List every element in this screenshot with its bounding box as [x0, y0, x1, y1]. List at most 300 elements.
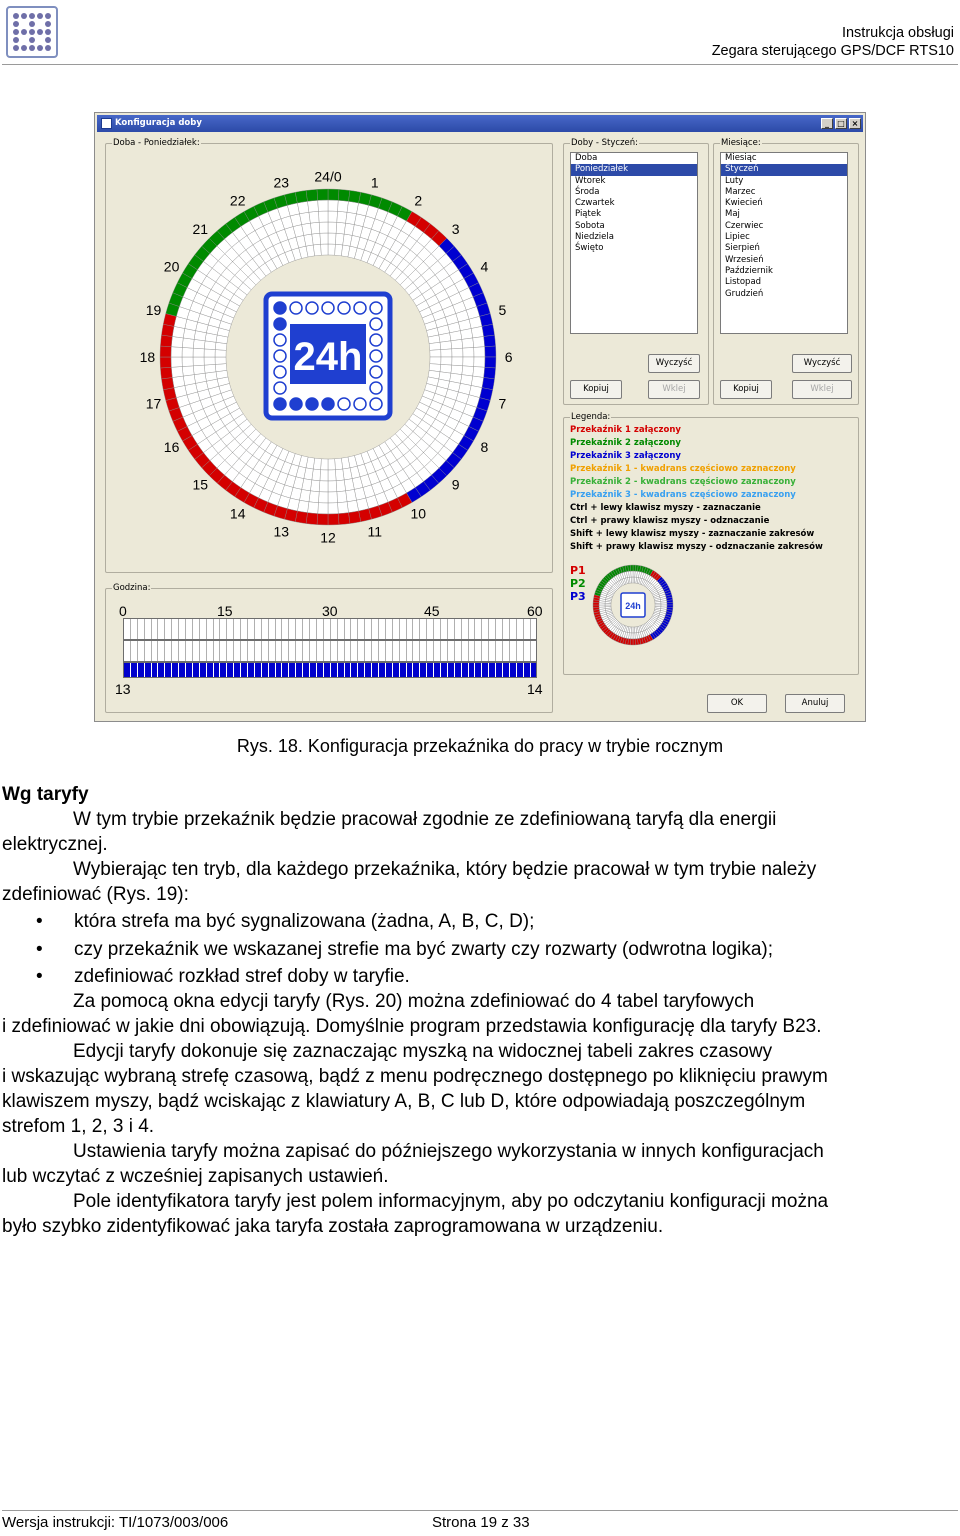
grid-minute-cell[interactable]	[152, 641, 159, 661]
grid-minute-cell[interactable]	[289, 619, 296, 639]
grid-minute-cell[interactable]	[482, 663, 489, 677]
grid-minute-cell[interactable]	[165, 641, 172, 661]
month-list-item[interactable]: Czerwiec	[725, 220, 764, 231]
clock-quarter-cell[interactable]	[474, 347, 485, 357]
mini-clock-quarter-cell[interactable]	[633, 627, 635, 633]
grid-minute-cell[interactable]	[338, 663, 345, 677]
clock-quarter-cell[interactable]	[346, 489, 357, 501]
grid-minute-cell[interactable]	[317, 663, 324, 677]
grid-minute-cell[interactable]	[145, 663, 152, 677]
grid-minute-cell[interactable]	[489, 619, 496, 639]
clock-quarter-cell[interactable]	[295, 190, 307, 203]
grid-minute-cell[interactable]	[351, 663, 358, 677]
day-list-item[interactable]: Piątek	[575, 209, 601, 220]
grid-minute-cell[interactable]	[241, 619, 248, 639]
grid-minute-cell[interactable]	[172, 663, 179, 677]
grid-minute-cell[interactable]	[372, 641, 379, 661]
clock-quarter-cell[interactable]	[204, 357, 215, 365]
clock-quarter-cell[interactable]	[462, 366, 474, 376]
grid-minute-cell[interactable]	[124, 663, 131, 677]
clock-quarter-cell[interactable]	[215, 357, 226, 364]
grid-minute-cell[interactable]	[400, 619, 407, 639]
clock-quarter-cell[interactable]	[337, 211, 347, 223]
grid-minute-cell[interactable]	[276, 641, 283, 661]
days-paste-button[interactable]: Wklej	[648, 380, 700, 399]
clock-quarter-cell[interactable]	[160, 367, 172, 379]
grid-minute-cell[interactable]	[475, 641, 482, 661]
grid-minute-cell[interactable]	[255, 663, 262, 677]
grid-minute-cell[interactable]	[324, 663, 331, 677]
grid-minute-cell[interactable]	[338, 619, 345, 639]
clock-quarter-cell[interactable]	[429, 342, 441, 350]
month-list-item[interactable]: Sierpień	[725, 243, 760, 254]
month-list-item[interactable]: Grudzień	[725, 288, 764, 299]
grid-minute-cell[interactable]	[241, 641, 248, 661]
clock-quarter-cell[interactable]	[308, 502, 319, 514]
clock-quarter-cell[interactable]	[319, 222, 328, 233]
clock-quarter-cell[interactable]	[160, 335, 172, 347]
grid-minute-cell[interactable]	[214, 619, 221, 639]
grid-minute-cell[interactable]	[138, 663, 145, 677]
grid-minute-cell[interactable]	[124, 619, 131, 639]
grid-minute-cell[interactable]	[441, 663, 448, 677]
grid-minute-cell[interactable]	[310, 663, 317, 677]
grid-minute-cell[interactable]	[186, 641, 193, 661]
grid-minute-cell[interactable]	[227, 641, 234, 661]
grid-minute-cell[interactable]	[345, 663, 352, 677]
grid-minute-cell[interactable]	[379, 641, 386, 661]
grid-minute-cell[interactable]	[531, 663, 537, 677]
month-list-item[interactable]: Listopad	[725, 277, 762, 288]
grid-minute-cell[interactable]	[386, 641, 393, 661]
clock-quarter-cell[interactable]	[347, 500, 359, 512]
grid-minute-cell[interactable]	[152, 663, 159, 677]
clock-quarter-cell[interactable]	[485, 357, 496, 368]
grid-minute-cell[interactable]	[372, 619, 379, 639]
grid-minute-cell[interactable]	[393, 641, 400, 661]
grid-minute-cell[interactable]	[248, 663, 255, 677]
grid-minute-cell[interactable]	[200, 641, 207, 661]
grid-row[interactable]	[123, 640, 537, 662]
clock-quarter-cell[interactable]	[182, 366, 194, 376]
grid-minute-cell[interactable]	[345, 641, 352, 661]
grid-minute-cell[interactable]	[338, 641, 345, 661]
grid-minute-cell[interactable]	[158, 619, 165, 639]
grid-minute-cell[interactable]	[317, 641, 324, 661]
clock-quarter-cell[interactable]	[317, 189, 328, 200]
months-clear-button[interactable]: Wyczyść	[792, 354, 852, 373]
clock-quarter-cell[interactable]	[204, 349, 215, 357]
grid-minute-cell[interactable]	[524, 619, 531, 639]
mini-clock-quarter-cell[interactable]	[633, 639, 636, 645]
grid-minute-cell[interactable]	[407, 663, 414, 677]
grid-minute-cell[interactable]	[255, 641, 262, 661]
mini-clock-quarter-cell[interactable]	[633, 633, 635, 639]
grid-minute-cell[interactable]	[365, 641, 372, 661]
grid-minute-cell[interactable]	[400, 641, 407, 661]
grid-minute-cell[interactable]	[462, 619, 469, 639]
day-list-item[interactable]: Niedziela	[575, 232, 614, 243]
grid-minute-cell[interactable]	[200, 619, 207, 639]
grid-minute-cell[interactable]	[427, 619, 434, 639]
grid-minute-cell[interactable]	[234, 641, 241, 661]
mini-clock-quarter-cell[interactable]	[661, 603, 667, 605]
grid-minute-cell[interactable]	[455, 641, 462, 661]
grid-minute-cell[interactable]	[207, 619, 214, 639]
grid-minute-cell[interactable]	[324, 641, 331, 661]
clock-quarter-cell[interactable]	[320, 470, 328, 481]
grid-minute-cell[interactable]	[379, 619, 386, 639]
grid-minute-cell[interactable]	[310, 641, 317, 661]
clock-quarter-cell[interactable]	[160, 346, 171, 357]
grid-minute-cell[interactable]	[379, 663, 386, 677]
clock-quarter-cell[interactable]	[336, 222, 346, 234]
mini-clock-quarter-cell[interactable]	[593, 605, 599, 608]
grid-minute-cell[interactable]	[482, 619, 489, 639]
grid-minute-cell[interactable]	[489, 663, 496, 677]
month-list-item[interactable]: Marzec	[725, 186, 756, 197]
grid-minute-cell[interactable]	[331, 641, 338, 661]
grid-minute-cell[interactable]	[510, 641, 517, 661]
grid-minute-cell[interactable]	[503, 663, 510, 677]
clock-quarter-cell[interactable]	[308, 200, 319, 212]
clock-quarter-cell[interactable]	[338, 200, 349, 212]
clock-quarter-cell[interactable]	[335, 469, 344, 481]
grid-minute-cell[interactable]	[455, 663, 462, 677]
grid-minute-cell[interactable]	[469, 663, 476, 677]
clock-quarter-cell[interactable]	[215, 350, 226, 357]
grid-minute-cell[interactable]	[262, 641, 269, 661]
grid-minute-cell[interactable]	[200, 663, 207, 677]
grid-minute-cell[interactable]	[214, 641, 221, 661]
grid-minute-cell[interactable]	[420, 619, 427, 639]
clock-quarter-cell[interactable]	[172, 376, 184, 388]
grid-minute-cell[interactable]	[441, 641, 448, 661]
clock-quarter-cell[interactable]	[335, 458, 343, 470]
day-list-item[interactable]: Poniedziałek	[571, 164, 697, 175]
clock-quarter-cell[interactable]	[204, 364, 216, 373]
grid-minute-cell[interactable]	[434, 641, 441, 661]
clock-quarter-cell[interactable]	[193, 339, 205, 349]
month-list-item[interactable]: Październik	[725, 265, 773, 276]
grid-minute-cell[interactable]	[179, 641, 186, 661]
clock-quarter-cell[interactable]	[306, 513, 318, 525]
day-list-item[interactable]: Święto	[575, 243, 604, 254]
grid-minute-cell[interactable]	[420, 663, 427, 677]
grid-minute-cell[interactable]	[400, 663, 407, 677]
clock-quarter-cell[interactable]	[463, 347, 474, 357]
days-copy-button[interactable]: Kopiuj	[570, 380, 622, 399]
grid-minute-cell[interactable]	[469, 641, 476, 661]
mini-clock-quarter-cell[interactable]	[605, 605, 611, 607]
grid-minute-cell[interactable]	[145, 641, 152, 661]
grid-minute-cell[interactable]	[524, 663, 531, 677]
grid-minute-cell[interactable]	[138, 641, 145, 661]
ok-button[interactable]: OK	[707, 694, 767, 713]
grid-minute-cell[interactable]	[165, 619, 172, 639]
clock-quarter-cell[interactable]	[328, 211, 338, 222]
grid-minute-cell[interactable]	[427, 641, 434, 661]
mini-clock-quarter-cell[interactable]	[655, 603, 661, 605]
clock-quarter-cell[interactable]	[193, 365, 205, 375]
clock-quarter-cell[interactable]	[328, 200, 338, 211]
grid-minute-cell[interactable]	[282, 619, 289, 639]
clock-quarter-cell[interactable]	[471, 326, 483, 338]
day-list-item[interactable]: Czwartek	[575, 198, 615, 209]
grid-minute-cell[interactable]	[331, 619, 338, 639]
clock-quarter-cell[interactable]	[310, 222, 320, 234]
grid-minute-cell[interactable]	[469, 619, 476, 639]
grid-minute-cell[interactable]	[310, 619, 317, 639]
clock-quarter-cell[interactable]	[328, 514, 339, 525]
clock-quarter-cell[interactable]	[451, 339, 463, 349]
grid-minute-cell[interactable]	[517, 619, 524, 639]
clock-quarter-cell[interactable]	[473, 337, 485, 348]
clock-quarter-cell[interactable]	[182, 338, 194, 348]
grid-minute-cell[interactable]	[524, 641, 531, 661]
grid-minute-cell[interactable]	[193, 663, 200, 677]
grid-minute-cell[interactable]	[413, 663, 420, 677]
day-list-item[interactable]: Sobota	[575, 220, 605, 231]
grid-minute-cell[interactable]	[531, 619, 537, 639]
clock-quarter-cell[interactable]	[309, 211, 319, 223]
grid-minute-cell[interactable]	[462, 663, 469, 677]
clock-quarter-cell[interactable]	[312, 233, 321, 245]
grid-minute-cell[interactable]	[455, 619, 462, 639]
clock-quarter-cell[interactable]	[183, 375, 195, 386]
grid-minute-cell[interactable]	[482, 641, 489, 661]
clock-quarter-cell[interactable]	[484, 335, 496, 347]
grid-minute-cell[interactable]	[241, 663, 248, 677]
month-list-item[interactable]: Maj	[725, 209, 740, 220]
clock-quarter-cell[interactable]	[318, 503, 328, 514]
grid-minute-cell[interactable]	[427, 663, 434, 677]
clock-quarter-cell[interactable]	[328, 189, 339, 200]
grid-minute-cell[interactable]	[510, 619, 517, 639]
grid-minute-cell[interactable]	[220, 619, 227, 639]
clock-quarter-cell[interactable]	[463, 357, 474, 367]
days-clear-button[interactable]: Wyczyść	[648, 354, 700, 373]
clock-quarter-cell[interactable]	[441, 349, 452, 357]
grid-minute-cell[interactable]	[296, 663, 303, 677]
grid-minute-cell[interactable]	[448, 619, 455, 639]
grid-minute-cell[interactable]	[207, 641, 214, 661]
grid-minute-cell[interactable]	[496, 663, 503, 677]
clock-quarter-cell[interactable]	[328, 244, 335, 255]
grid-minute-cell[interactable]	[227, 663, 234, 677]
clock-quarter-cell[interactable]	[193, 357, 204, 366]
minimize-button[interactable]: _	[821, 118, 833, 129]
grid-minute-cell[interactable]	[172, 619, 179, 639]
month-list-item[interactable]: Luty	[725, 175, 744, 186]
clock-quarter-cell[interactable]	[474, 357, 485, 367]
clock-quarter-cell[interactable]	[328, 470, 336, 481]
grid-minute-cell[interactable]	[358, 663, 365, 677]
clock-quarter-cell[interactable]	[348, 511, 360, 524]
grid-minute-cell[interactable]	[269, 641, 276, 661]
grid-minute-cell[interactable]	[296, 619, 303, 639]
grid-minute-cell[interactable]	[255, 619, 262, 639]
clock-quarter-cell[interactable]	[321, 459, 328, 470]
close-button[interactable]: ×	[849, 118, 861, 129]
grid-minute-cell[interactable]	[193, 619, 200, 639]
grid-minute-cell[interactable]	[386, 663, 393, 677]
grid-minute-cell[interactable]	[489, 641, 496, 661]
clock-quarter-cell[interactable]	[319, 481, 328, 492]
grid-minute-cell[interactable]	[234, 663, 241, 677]
grid-minute-cell[interactable]	[158, 641, 165, 661]
clock-quarter-cell[interactable]	[460, 329, 472, 340]
clock-quarter-cell[interactable]	[338, 502, 349, 514]
clock-quarter-cell[interactable]	[318, 211, 328, 222]
clock-quarter-cell[interactable]	[441, 357, 452, 365]
cancel-button[interactable]: Anuluj	[785, 694, 845, 713]
months-paste-button[interactable]: Wklej	[792, 380, 852, 399]
month-list-item[interactable]: Miesiąc	[725, 153, 757, 163]
grid-minute-cell[interactable]	[303, 641, 310, 661]
grid-minute-cell[interactable]	[282, 641, 289, 661]
grid-minute-cell[interactable]	[462, 641, 469, 661]
clock-quarter-cell[interactable]	[321, 244, 328, 255]
clock-quarter-cell[interactable]	[171, 367, 183, 378]
day-list-item[interactable]: Doba	[575, 153, 598, 163]
grid-minute-cell[interactable]	[227, 619, 234, 639]
clock-quarter-cell[interactable]	[161, 377, 174, 389]
grid-minute-cell[interactable]	[269, 663, 276, 677]
clock-quarter-cell[interactable]	[317, 514, 328, 525]
grid-row[interactable]	[123, 662, 537, 678]
grid-minute-cell[interactable]	[234, 619, 241, 639]
grid-minute-cell[interactable]	[220, 663, 227, 677]
grid-minute-cell[interactable]	[145, 619, 152, 639]
grid-minute-cell[interactable]	[358, 619, 365, 639]
grid-minute-cell[interactable]	[248, 619, 255, 639]
grid-minute-cell[interactable]	[510, 663, 517, 677]
months-list[interactable]	[720, 152, 848, 334]
grid-minute-cell[interactable]	[131, 619, 138, 639]
grid-minute-cell[interactable]	[220, 641, 227, 661]
mini-clock-quarter-cell[interactable]	[667, 602, 673, 605]
month-list-item[interactable]: Lipiec	[725, 232, 750, 243]
grid-minute-cell[interactable]	[207, 663, 214, 677]
clock-quarter-cell[interactable]	[300, 212, 311, 224]
grid-minute-cell[interactable]	[303, 663, 310, 677]
clock-quarter-cell[interactable]	[338, 189, 350, 201]
grid-minute-cell[interactable]	[296, 641, 303, 661]
day-clock[interactable]	[106, 144, 552, 572]
grid-minute-cell[interactable]	[441, 619, 448, 639]
grid-minute-cell[interactable]	[262, 663, 269, 677]
grid-minute-cell[interactable]	[186, 619, 193, 639]
clock-quarter-cell[interactable]	[297, 201, 309, 213]
grid-minute-cell[interactable]	[531, 641, 537, 661]
grid-minute-cell[interactable]	[475, 619, 482, 639]
clock-quarter-cell[interactable]	[193, 348, 204, 357]
grid-minute-cell[interactable]	[158, 663, 165, 677]
grid-minute-cell[interactable]	[413, 641, 420, 661]
clock-quarter-cell[interactable]	[328, 481, 337, 492]
grid-minute-cell[interactable]	[124, 641, 131, 661]
clock-quarter-cell[interactable]	[452, 348, 463, 357]
mini-clock-quarter-cell[interactable]	[630, 565, 633, 571]
mini-clock-quarter-cell[interactable]	[599, 605, 605, 607]
grid-minute-cell[interactable]	[372, 663, 379, 677]
clock-quarter-cell[interactable]	[482, 324, 495, 336]
months-copy-button[interactable]: Kopiuj	[720, 380, 772, 399]
grid-minute-cell[interactable]	[317, 619, 324, 639]
grid-minute-cell[interactable]	[152, 619, 159, 639]
clock-quarter-cell[interactable]	[338, 513, 350, 525]
clock-quarter-cell[interactable]	[182, 357, 193, 367]
clock-quarter-cell[interactable]	[182, 347, 193, 357]
grid-minute-cell[interactable]	[407, 619, 414, 639]
grid-minute-cell[interactable]	[179, 619, 186, 639]
grid-minute-cell[interactable]	[386, 619, 393, 639]
grid-minute-cell[interactable]	[434, 663, 441, 677]
clock-quarter-cell[interactable]	[462, 338, 474, 348]
month-list-item[interactable]: Styczeń	[721, 164, 847, 175]
clock-quarter-cell[interactable]	[320, 233, 328, 244]
grid-minute-cell[interactable]	[262, 619, 269, 639]
clock-quarter-cell[interactable]	[328, 492, 338, 503]
clock-quarter-cell[interactable]	[313, 244, 321, 256]
grid-minute-cell[interactable]	[214, 663, 221, 677]
clock-quarter-cell[interactable]	[160, 357, 171, 368]
clock-quarter-cell[interactable]	[337, 491, 347, 503]
grid-minute-cell[interactable]	[448, 663, 455, 677]
grid-minute-cell[interactable]	[248, 641, 255, 661]
grid-minute-cell[interactable]	[393, 619, 400, 639]
grid-minute-cell[interactable]	[351, 641, 358, 661]
grid-minute-cell[interactable]	[331, 663, 338, 677]
clock-quarter-cell[interactable]	[318, 200, 328, 211]
clock-quarter-cell[interactable]	[215, 364, 227, 372]
grid-minute-cell[interactable]	[393, 663, 400, 677]
grid-minute-cell[interactable]	[269, 619, 276, 639]
grid-minute-cell[interactable]	[475, 663, 482, 677]
grid-minute-cell[interactable]	[496, 641, 503, 661]
grid-minute-cell[interactable]	[434, 619, 441, 639]
grid-minute-cell[interactable]	[517, 663, 524, 677]
grid-minute-cell[interactable]	[517, 641, 524, 661]
grid-minute-cell[interactable]	[303, 619, 310, 639]
grid-minute-cell[interactable]	[365, 663, 372, 677]
clock-quarter-cell[interactable]	[306, 189, 318, 201]
grid-minute-cell[interactable]	[179, 663, 186, 677]
grid-minute-cell[interactable]	[420, 641, 427, 661]
grid-minute-cell[interactable]	[165, 663, 172, 677]
grid-minute-cell[interactable]	[289, 641, 296, 661]
day-list-item[interactable]: Środa	[575, 186, 600, 197]
day-list-item[interactable]: Wtorek	[575, 175, 606, 186]
grid-minute-cell[interactable]	[358, 641, 365, 661]
grid-minute-cell[interactable]	[351, 619, 358, 639]
maximize-button[interactable]: □	[835, 118, 847, 129]
clock-quarter-cell[interactable]	[310, 480, 320, 492]
grid-row[interactable]	[123, 618, 537, 640]
month-list-item[interactable]: Wrzesień	[725, 254, 764, 265]
clock-quarter-cell[interactable]	[473, 367, 485, 378]
clock-quarter-cell[interactable]	[328, 459, 335, 470]
grid-minute-cell[interactable]	[193, 641, 200, 661]
grid-minute-cell[interactable]	[496, 619, 503, 639]
grid-minute-cell[interactable]	[276, 663, 283, 677]
grid-minute-cell[interactable]	[276, 619, 283, 639]
clock-quarter-cell[interactable]	[318, 492, 328, 503]
grid-minute-cell[interactable]	[131, 663, 138, 677]
clock-quarter-cell[interactable]	[328, 222, 337, 233]
grid-minute-cell[interactable]	[324, 619, 331, 639]
